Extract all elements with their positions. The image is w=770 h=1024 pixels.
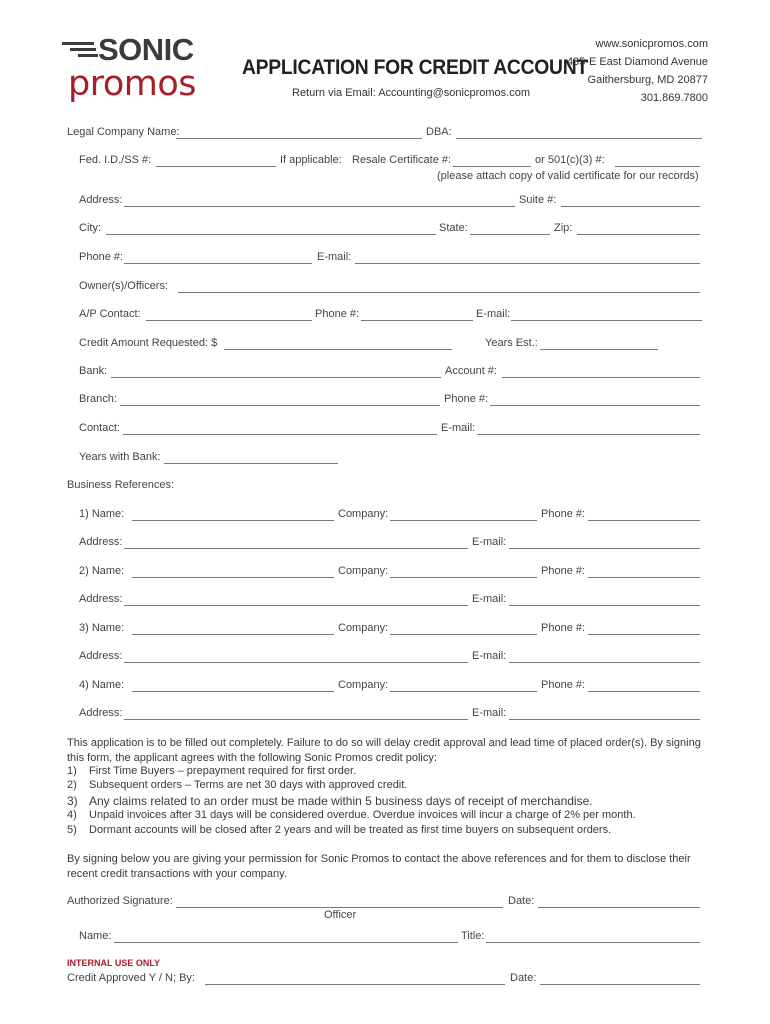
address-label: Address: (79, 194, 123, 206)
reference-address-field[interactable] (124, 662, 468, 663)
suite-field[interactable] (561, 206, 700, 207)
reference-name-label: 2) Name: (79, 565, 125, 577)
reference-company-field[interactable] (390, 691, 537, 692)
credit-amount-field[interactable] (224, 349, 452, 350)
approval-date-label: Date: (510, 972, 537, 984)
reference-email-field[interactable] (509, 719, 700, 720)
reference-2-name-row (0, 565, 770, 581)
501c3-field[interactable] (615, 166, 700, 167)
bank-field[interactable] (111, 377, 441, 378)
row-address (0, 194, 770, 210)
ap-phone-field[interactable] (361, 320, 473, 321)
reference-address-field[interactable] (124, 719, 468, 720)
credit-approved-by-field[interactable] (205, 984, 505, 985)
reference-address-field[interactable] (124, 605, 468, 606)
reference-2-address-row (0, 593, 770, 609)
dba-field[interactable] (456, 138, 702, 139)
reference-phone-field[interactable] (588, 520, 700, 521)
reference-phone-label: Phone #: (541, 565, 586, 577)
policy-item-text: Subsequent orders – Terms are net 30 days with approved credit. (89, 779, 408, 791)
email-field[interactable] (355, 263, 700, 264)
city-state-zip: Gaithersburg, MD 20877 (587, 74, 708, 86)
bank-email-label: E-mail: (441, 422, 476, 434)
ap-email-field[interactable] (511, 320, 702, 321)
policy-item (67, 824, 611, 836)
reference-company-field[interactable] (390, 634, 537, 635)
signature-date-label: Date: (508, 895, 535, 907)
owners-officers-label: Owner(s)/Officers: (79, 280, 169, 292)
row-name-title (0, 930, 770, 946)
zip-label: Zip: (554, 222, 573, 234)
reference-address-label: Address: (79, 536, 123, 548)
bank-phone-field[interactable] (490, 405, 700, 406)
years-with-bank-field[interactable] (164, 463, 338, 464)
reference-1-address-row (0, 536, 770, 552)
policy-item (67, 779, 407, 791)
reference-company-field[interactable] (390, 577, 537, 578)
reference-email-label: E-mail: (472, 536, 507, 548)
reference-company-label: Company: (338, 622, 389, 634)
row-owners (0, 280, 770, 296)
row-years-with-bank (0, 451, 770, 467)
years-with-bank-label: Years with Bank: (79, 451, 161, 463)
bank-contact-label: Contact: (79, 422, 120, 434)
policy-item (67, 765, 356, 777)
501c3-label: or 501(c)(3) #: (535, 154, 605, 166)
city-label: City: (79, 222, 101, 234)
phone-field[interactable] (124, 263, 312, 264)
reference-name-label: 3) Name: (79, 622, 125, 634)
website: www.sonicpromos.com (595, 38, 708, 50)
reference-email-field[interactable] (509, 548, 700, 549)
row-city (0, 222, 770, 238)
policy-item-number: 3) (67, 794, 78, 808)
internal-use-only-label: INTERNAL USE ONLY (67, 958, 161, 968)
policy-item-text: First Time Buyers – prepayment required for first order. (89, 765, 357, 777)
authorized-signature-label: Authorized Signature: (67, 895, 173, 907)
reference-address-label: Address: (79, 650, 123, 662)
years-est-label: Years Est.: (485, 337, 538, 349)
title-field[interactable] (486, 942, 700, 943)
reference-name-field[interactable] (132, 520, 334, 521)
row-bank-contact (0, 422, 770, 438)
policy-item-number: 2) (67, 779, 77, 791)
state-field[interactable] (470, 234, 550, 235)
reference-name-label: 4) Name: (79, 679, 125, 691)
return-email-line: Return via Email: Accounting@sonicpromos.com (292, 87, 530, 99)
logo-sonic-text: SONIC (98, 32, 194, 67)
policy-item-number: 4) (67, 809, 77, 821)
branch-field[interactable] (120, 405, 440, 406)
reference-3-name-row (0, 622, 770, 638)
policy-item-number: 1) (67, 765, 77, 777)
reference-email-label: E-mail: (472, 593, 507, 605)
reference-name-field[interactable] (132, 691, 334, 692)
city-field[interactable] (106, 234, 436, 235)
reference-company-field[interactable] (390, 520, 537, 521)
row-company-name (0, 126, 770, 142)
reference-address-label: Address: (79, 593, 123, 605)
reference-phone-field[interactable] (588, 634, 700, 635)
reference-company-label: Company: (338, 508, 389, 520)
row-credit-approved (0, 972, 770, 988)
policy-item (67, 809, 636, 821)
policy-item-text: Unpaid invoices after 31 days will be considered overdue. Overdue invoices will incur a charge of 2% per month. (89, 809, 636, 821)
policy-item-number: 5) (67, 824, 77, 836)
reference-address-label: Address: (79, 707, 123, 719)
suite-label: Suite #: (519, 194, 557, 206)
row-phone (0, 251, 770, 267)
state-label: State: (439, 222, 468, 234)
bank-contact-field[interactable] (123, 434, 437, 435)
resale-certificate-field[interactable] (453, 166, 531, 167)
reference-address-field[interactable] (124, 548, 468, 549)
name-field[interactable] (114, 942, 458, 943)
reference-phone-field[interactable] (588, 691, 700, 692)
row-bank (0, 365, 770, 381)
reference-phone-label: Phone #: (541, 508, 586, 520)
phone-label: Phone #: (79, 251, 124, 263)
zip-field[interactable] (577, 234, 700, 235)
reference-name-label: 1) Name: (79, 508, 125, 520)
if-applicable-label: If applicable: (280, 154, 342, 166)
reference-company-label: Company: (338, 679, 389, 691)
fed-id-field[interactable] (156, 166, 276, 167)
years-est-field[interactable] (540, 349, 658, 350)
legal-company-name-label: Legal Company Name: (67, 126, 180, 138)
policy-item-text: Any claims related to an order must be made within 5 business days of receipt of merchandise. (89, 794, 593, 808)
row-fed-id (0, 154, 770, 170)
reference-4-name-row (0, 679, 770, 695)
email-label: E-mail: (317, 251, 352, 263)
resale-certificate-label: Resale Certificate #: (352, 154, 452, 166)
branch-label: Branch: (79, 393, 117, 405)
reference-email-field[interactable] (509, 662, 700, 663)
ap-contact-field[interactable] (146, 320, 312, 321)
ap-phone-label: Phone #: (315, 308, 360, 320)
account-field[interactable] (502, 377, 700, 378)
account-label: Account #: (445, 365, 497, 377)
reference-phone-label: Phone #: (541, 679, 586, 691)
logo-swoosh-line (62, 42, 94, 45)
policy-item-text: Dormant accounts will be closed after 2 years and will be treated as first time buyers on subsequent orders. (89, 824, 612, 836)
fed-id-label: Fed. I.D./SS #: (79, 154, 152, 166)
row-ap-contact (0, 308, 770, 324)
credit-approved-label: Credit Approved Y / N; By: (67, 972, 195, 984)
title-label: Title: (461, 930, 485, 942)
owners-officers-field[interactable] (178, 292, 700, 293)
sonic-promos-logo (62, 32, 196, 108)
page-title: APPLICATION FOR CREDIT ACCOUNT (242, 56, 588, 79)
company-phone: 301.869.7800 (640, 92, 708, 104)
business-references-heading: Business References: (67, 479, 174, 491)
reference-phone-field[interactable] (588, 577, 700, 578)
terms-intro: This application is to be filled out completely. Failure to do so will delay credit approval and lead time of placed order(s). By signing this form, the applicant agrees with the following Sonic Promos credit policy: (67, 737, 701, 764)
logo-swoosh-line (78, 54, 98, 57)
dba-label: DBA: (426, 126, 452, 138)
reference-email-label: E-mail: (472, 707, 507, 719)
reference-email-label: E-mail: (472, 650, 507, 662)
street-address: 435-E East Diamond Avenue (566, 56, 708, 68)
reference-company-label: Company: (338, 565, 389, 577)
ap-email-label: E-mail: (476, 308, 511, 320)
reference-3-address-row (0, 650, 770, 666)
credit-amount-label: Credit Amount Requested: $ (79, 337, 218, 349)
reference-4-address-row (0, 707, 770, 723)
legal-company-name-field[interactable] (176, 138, 422, 139)
officer-caption: Officer (324, 909, 357, 921)
row-authorized-signature (0, 895, 770, 911)
reference-name-field[interactable] (132, 634, 334, 635)
reference-1-name-row (0, 508, 770, 524)
signature-date-field[interactable] (538, 907, 700, 908)
reference-email-field[interactable] (509, 605, 700, 606)
row-branch (0, 393, 770, 409)
name-label: Name: (79, 930, 112, 942)
address-field[interactable] (124, 206, 515, 207)
policy-item (67, 794, 593, 808)
reference-phone-label: Phone #: (541, 622, 586, 634)
bank-label: Bank: (79, 365, 108, 377)
authorized-signature-field[interactable] (176, 907, 503, 908)
attach-certificate-note: (please attach copy of valid certificate for our records) (437, 170, 699, 182)
logo-swoosh-line (70, 48, 96, 51)
permission-paragraph: By signing below you are giving your permission for Sonic Promos to contact the above references and for them to disclose their recent credit transactions with your company. (67, 853, 691, 880)
logo-promos-text: promos (68, 64, 196, 104)
reference-name-field[interactable] (132, 577, 334, 578)
row-credit-amount (0, 337, 770, 353)
bank-email-field[interactable] (477, 434, 700, 435)
approval-date-field[interactable] (540, 984, 700, 985)
company-address-block (567, 35, 708, 107)
ap-contact-label: A/P Contact: (79, 308, 141, 320)
bank-phone-label: Phone #: (444, 393, 489, 405)
